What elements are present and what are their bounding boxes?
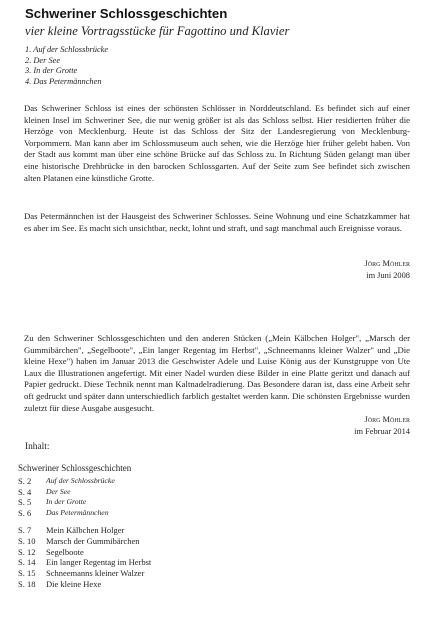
signature-date: im Juni 2008	[366, 270, 410, 280]
toc-group-schlossgeschichten	[18, 476, 115, 518]
toc-label: Inhalt:	[25, 442, 50, 452]
toc-group-other-pieces	[18, 525, 151, 590]
toc-page-number: S. 6	[18, 507, 32, 518]
signature-block-2008	[365, 258, 410, 281]
toc-entry-title: Schneemanns kleiner Walzer	[46, 568, 145, 579]
toc-entry-title: Das Petermännchen	[46, 507, 109, 517]
toc-entry-title: Die kleine Hexe	[46, 578, 102, 589]
signature-name: Jörg Möhler	[364, 415, 410, 424]
toc-entry	[18, 497, 115, 508]
toc-page-number: S. 5	[18, 497, 32, 507]
toc-entry	[18, 557, 151, 568]
movement-item: 3. In der Grotte	[25, 66, 78, 75]
signature-date: im Februar 2014	[354, 426, 410, 436]
toc-entry	[18, 508, 115, 519]
illustrations-paragraph: Zu den Schweriner Schlossgeschichten und den anderen Stücken („Mein Kälbchen Holger", „Marsch der Gummibärchen", „Segelboote", „Ein langer Regentag im Herbst", „Schneemanns kleiner Walzer" und „Die kleine Hexe") haben im Januar 2013 die Geschwister Adele und Luise König aus der Kunstgruppe von Ute Laux die Illustrationen angefertigt. Mit einer Nadel wurden diese Bilder in eine Platte geritzt und danach auf Papier gedruckt. Diese Technik nennt man Kaltnadelradierung. Das Besondere daran ist, dass eine Arbeit sehr oft gedruckt und später dann unterschiedlich farblich gestaltet werden kann. Die schönsten Ergebnisse wurden zuletzt für diese Ausgabe ausgesucht.	[24, 333, 410, 413]
toc-entry-title: In der Grotte	[46, 497, 87, 506]
signature-block-2014	[354, 414, 410, 437]
movement-item: 4. Das Petermännchen	[25, 76, 102, 86]
document-subtitle: vier kleine Vortragsstücke für Fagottino und Klavier	[25, 24, 290, 38]
movement-list	[25, 45, 108, 87]
signature-name: Jörg Möhler	[364, 259, 410, 268]
toc-entry	[18, 568, 151, 579]
toc-page-number: S. 2	[18, 476, 32, 486]
toc-page-number: S. 15	[18, 568, 36, 579]
toc-entry	[18, 525, 151, 536]
toc-entry	[18, 536, 151, 547]
document-title: Schweriner Schlossgeschichten	[25, 6, 228, 21]
movement-item: 2. Der See	[25, 55, 61, 65]
toc-page-number: S. 7	[18, 525, 32, 535]
toc-page-number: S. 12	[18, 546, 36, 557]
toc-entry	[18, 579, 151, 590]
intro-paragraph-castle: Das Schweriner Schloss ist eines der schönsten Schlösser in Norddeutschland. Es befindet sich auf einer kleinen Insel im Schweriner See, die nur wenig größer ist als das Schloss selbst. Hier residierten früher die Herzöge von Mecklenburg. Heute ist das Schloss der Sitz der Landesregierung von Mecklenburg-Vorpommern. Man kann aber im Schlossmuseum auch sehen, wie die Herzöge hier früher gelebt haben. Von der Stadt aus kommt man über eine schöne Brücke auf das Schloss zu. In Richtung Süden gelangt man über eine historische Drehbrücke in den barocken Schlossgarten. Auf der Seite zum See befindet sich zwischen alten Platanen eine künstliche Grotte.	[24, 103, 410, 183]
toc-page-number: S. 4	[18, 486, 32, 497]
toc-heading: Schweriner Schlossgeschichten	[18, 463, 132, 473]
toc-entry	[18, 487, 115, 498]
toc-entry-title: Auf der Schlossbrücke	[46, 476, 115, 485]
movement-item: 1. Auf der Schlossbrücke	[25, 45, 109, 54]
toc-entry-title: Der See	[46, 486, 71, 496]
toc-entry	[18, 476, 115, 487]
toc-entry-title: Marsch der Gummibärchen	[46, 535, 140, 546]
toc-page-number: S. 14	[18, 557, 36, 568]
toc-entry	[18, 547, 151, 558]
toc-entry-title: Segelboote	[46, 546, 84, 557]
toc-entry-title: Mein Kälbchen Holger	[46, 525, 125, 535]
intro-paragraph-petermaennchen: Das Petermännchen ist der Hausgeist des Schweriner Schlosses. Seine Wohnung und eine Schatzkammer hat es aber im See. Es macht sich unsichtbar, neckt, lohnt und straft, und sagt manchmal auch Ereignisse voraus.	[24, 211, 410, 233]
toc-entry-title: Ein langer Regentag im Herbst	[46, 557, 152, 568]
toc-page-number: S. 18	[18, 578, 36, 589]
toc-page-number: S. 10	[18, 535, 36, 546]
